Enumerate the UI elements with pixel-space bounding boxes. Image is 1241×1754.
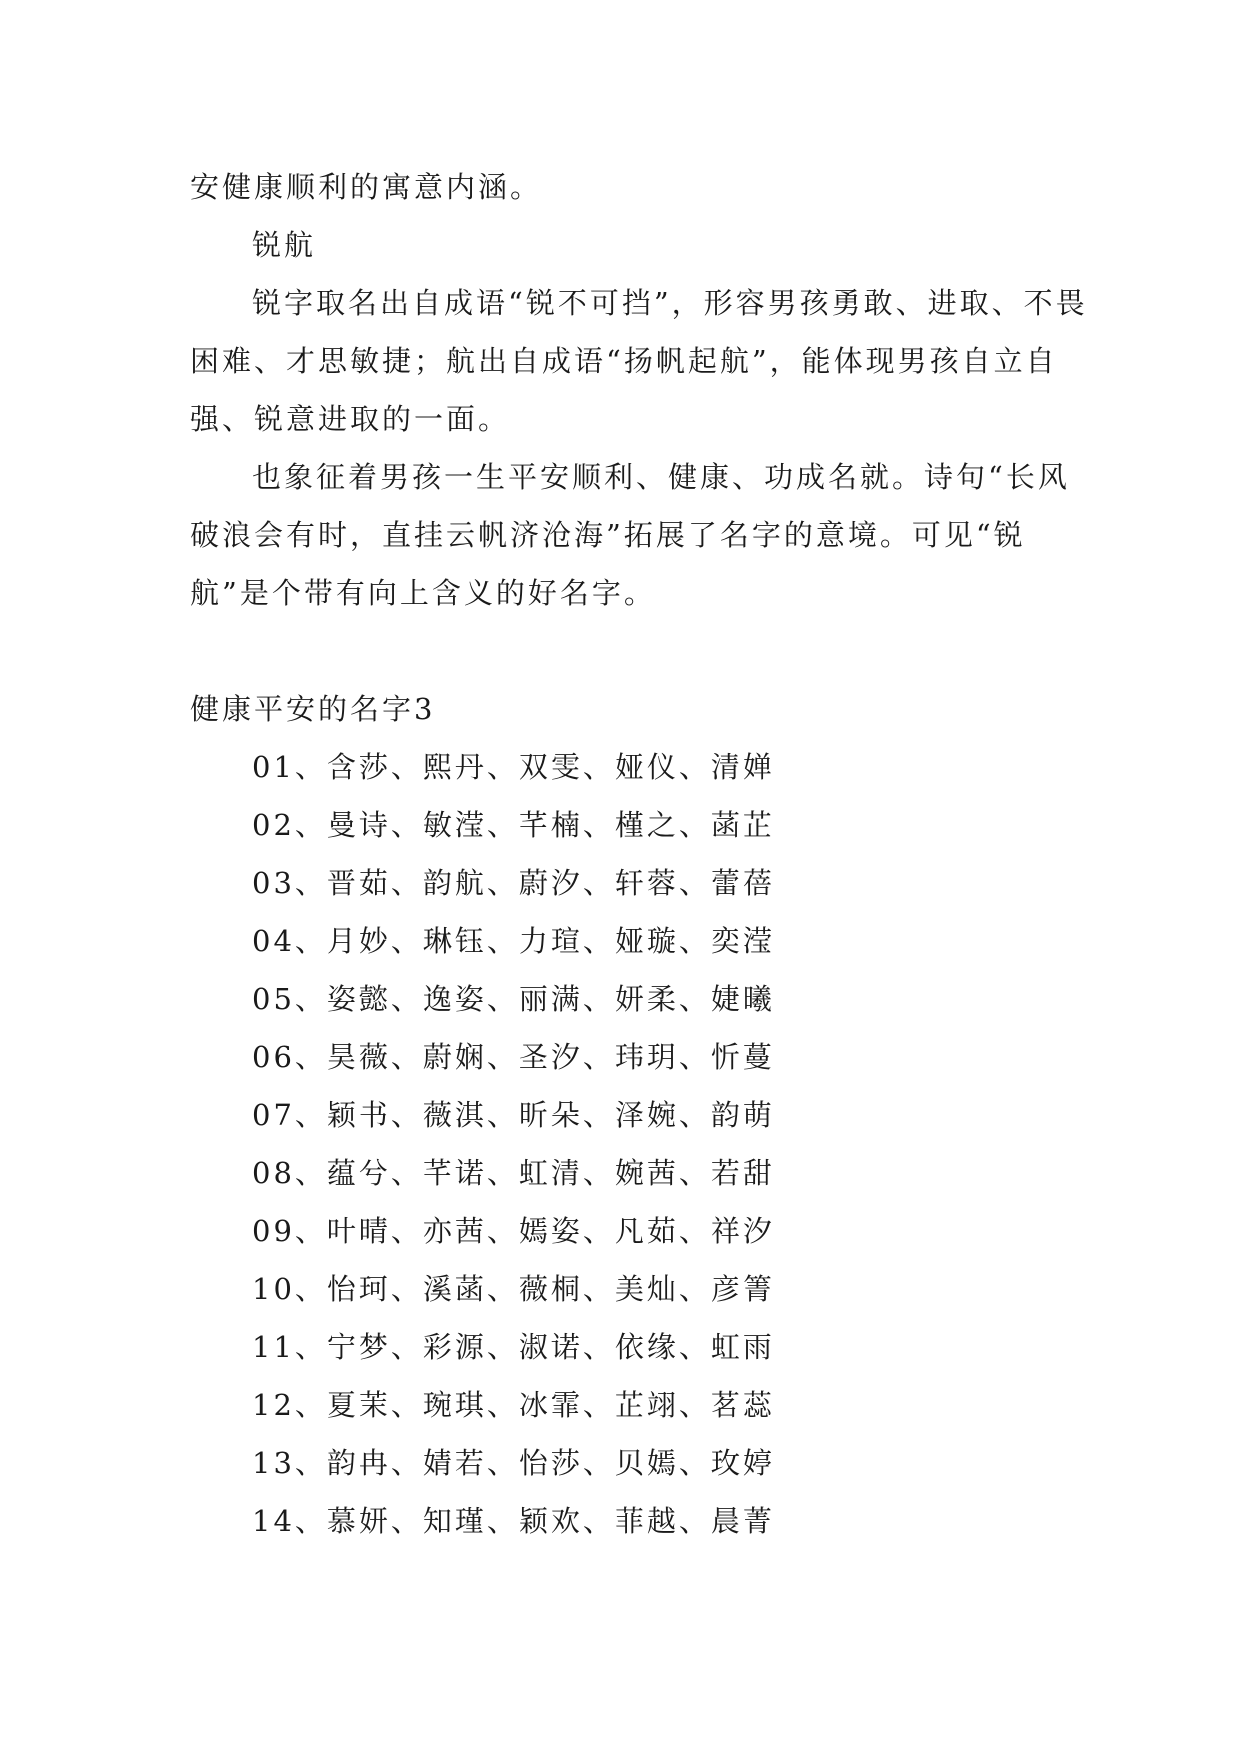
blank-line [190, 622, 1090, 680]
name-heading: 锐航 [252, 228, 317, 262]
list-item: 02、曼诗、敏滢、芊楠、槿之、菡芷 [252, 808, 775, 842]
list-item: 14、慕妍、知瑾、颖欢、菲越、晨菁 [252, 1504, 775, 1538]
paragraph-explanation: 锐字取名出自成语“锐不可挡”，形容男孩勇敢、进取、不畏困难、才思敏捷；航出自成语“扬帆起航”，能体现男孩自立自强、锐意进取的一面。 [190, 286, 1088, 436]
list-item: 11、宁梦、彩源、淑诺、依缘、虹雨 [252, 1330, 775, 1364]
document-body [190, 158, 1090, 1550]
list-item: 09、叶晴、亦茜、嫣姿、凡茹、祥汐 [252, 1214, 775, 1248]
list-item: 12、夏茉、琬琪、冰霏、芷翊、茗蕊 [252, 1388, 775, 1422]
list-item: 03、晋茹、韵航、蔚汐、轩蓉、蕾蓓 [252, 866, 775, 900]
list-item: 13、韵冉、婧若、怡莎、贝嫣、玫婷 [252, 1446, 775, 1480]
continuation-line: 安健康顺利的寓意内涵。 [190, 170, 543, 204]
list-item: 01、含莎、熙丹、双雯、娅仪、清婵 [252, 750, 775, 784]
section-title: 健康平安的名字3 [190, 692, 436, 726]
list-item: 08、蕴兮、芊诺、虹清、婉茜、若甜 [252, 1156, 775, 1190]
list-item: 04、月妙、琳钰、力瑄、娅璇、奕滢 [252, 924, 775, 958]
list-item: 06、昊薇、蔚娴、圣汐、玮玥、忻蔓 [252, 1040, 775, 1074]
list-item: 10、怡珂、溪菡、薇桐、美灿、彦箐 [252, 1272, 775, 1306]
names-list [190, 738, 1090, 1550]
paragraph-meaning: 也象征着男孩一生平安顺利、健康、功成名就。诗句“长风破浪会有时，直挂云帆济沧海”拓展了名字的意境。可见“锐航”是个带有向上含义的好名字。 [190, 460, 1070, 610]
list-item: 07、颖书、薇淇、昕朵、泽婉、韵萌 [252, 1098, 775, 1132]
list-item: 05、姿懿、逸姿、丽满、妍柔、婕曦 [252, 982, 775, 1016]
